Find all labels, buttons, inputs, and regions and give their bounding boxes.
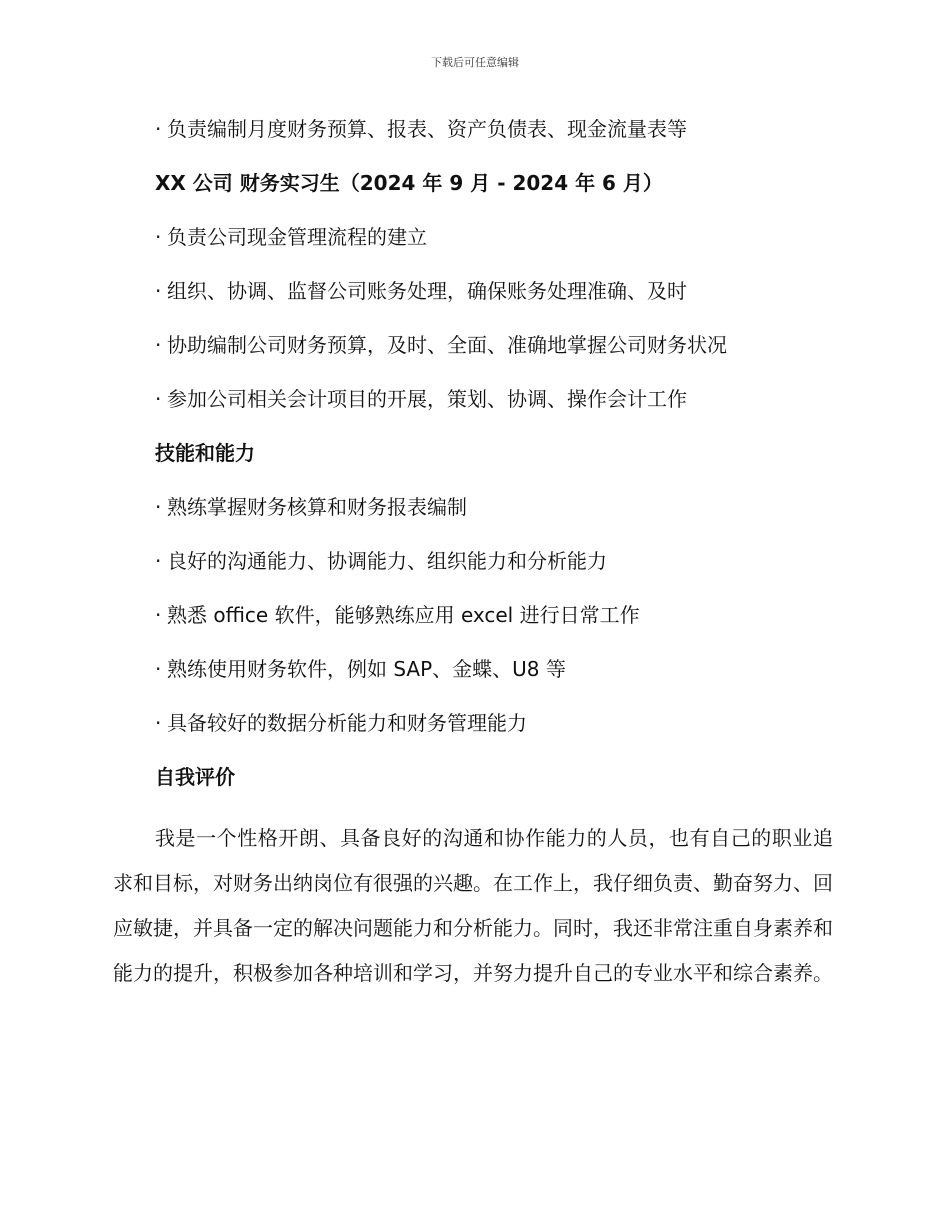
bullet-text: 熟悉 office 软件，能够熟练应用 excel 进行日常工作 xyxy=(167,603,640,627)
bullet-item xyxy=(155,708,845,738)
bullet-text: 具备较好的数据分析能力和财务管理能力 xyxy=(167,711,527,735)
bullet-dot: · xyxy=(155,225,162,249)
bullet-item xyxy=(155,384,845,414)
resume-content xyxy=(155,114,845,816)
page-header: 下载后可任意编辑 xyxy=(431,56,519,69)
bullet-item xyxy=(155,600,845,630)
bullet-dot: · xyxy=(155,333,162,357)
bullet-dot: · xyxy=(155,657,162,681)
bullet-item xyxy=(155,492,845,522)
bullet-text: 协助编制公司财务预算，及时、全面、准确地掌握公司财务状况 xyxy=(167,333,727,357)
bullet-item xyxy=(155,222,845,252)
bullet-dot: · xyxy=(155,603,162,627)
bullet-dot: · xyxy=(155,711,162,735)
bullet-dot: · xyxy=(155,549,162,573)
bullet-text: 组织、协调、监督公司账务处理，确保账务处理准确、及时 xyxy=(167,279,687,303)
bullet-text: 良好的沟通能力、协调能力、组织能力和分析能力 xyxy=(167,549,607,573)
bullet-dot: · xyxy=(155,495,162,519)
bullet-item xyxy=(155,330,845,360)
bullet-item xyxy=(155,276,845,306)
bullet-item xyxy=(155,546,845,576)
self-evaluation-paragraph: 我是一个性格开朗、具备良好的沟通和协作能力的人员，也有自己的职业追求和目标，对财务出纳岗位有很强的兴趣。在工作上，我仔细负责、勤奋努力、回应敏捷，并具备一定的解决问题能力和分析能力。同时，我还非常注重自身素养和能力的提升，积极参加各种培训和学习，并努力提升自己的专业水平和综合素养。 xyxy=(113,826,833,985)
bullet-text: 熟练掌握财务核算和财务报表编制 xyxy=(167,495,467,519)
bullet-text: 负责编制月度财务预算、报表、资产负债表、现金流量表等 xyxy=(167,117,687,141)
bullet-dot: · xyxy=(155,117,162,141)
bullet-dot: · xyxy=(155,387,162,411)
bullet-item xyxy=(155,654,845,684)
job-title-heading: XX 公司 财务实习生（2024 年 9 月 - 2024 年 6 月） xyxy=(155,171,663,195)
bullet-text: 熟练使用财务软件，例如 SAP、金蝶、U8 等 xyxy=(167,657,566,681)
self-evaluation-heading: 自我评价 xyxy=(155,765,235,789)
skills-heading: 技能和能力 xyxy=(155,441,255,465)
bullet-dot: · xyxy=(155,279,162,303)
bullet-text: 负责公司现金管理流程的建立 xyxy=(167,225,427,249)
bullet-text: 参加公司相关会计项目的开展，策划、协调、操作会计工作 xyxy=(167,387,687,411)
bullet-item xyxy=(155,114,845,144)
